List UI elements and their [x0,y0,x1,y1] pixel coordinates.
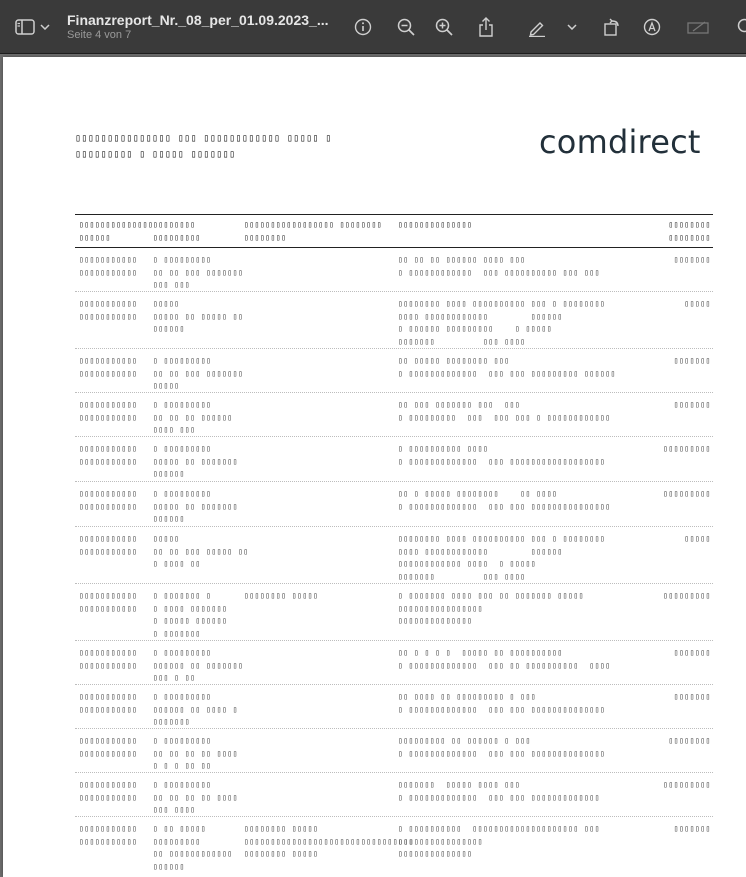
share-icon[interactable] [474,15,498,39]
description-cell: ▯▯ ▯ ▯▯▯▯▯ ▯▯▯▯▯▯▯▯ ▯▯ ▯▯▯▯ ▯ ▯▯▯▯▯▯▯▯▯▯▯▯▯ ▯▯▯ ▯▯▯ ▯▯▯▯▯▯▯▯▯▯▯▯▯▯▯ [398,488,611,513]
amount-cell: ▯▯▯▯▯▯▯ [674,691,711,704]
highlight-pen-icon[interactable] [525,15,549,39]
date-cell: ▯▯▯▯▯▯▯▯▯▯▯ ▯▯▯▯▯▯▯▯▯▯▯ [79,443,137,468]
type-cell: ▯ ▯▯▯▯▯▯▯▯▯ ▯▯ ▯▯ ▯▯▯ ▯▯▯▯▯▯▯ ▯▯▯ ▯▯▯ [153,254,243,292]
pdf-page [3,57,746,877]
type-cell: ▯ ▯▯▯▯▯▯▯▯▯ ▯▯▯▯▯▯ ▯▯ ▯▯▯▯ ▯ ▯▯▯▯▯▯▯ [153,691,238,729]
date-cell: ▯▯▯▯▯▯▯▯▯▯▯ ▯▯▯▯▯▯▯▯▯▯▯ [79,823,137,848]
table-row [75,292,713,349]
type-cell: ▯ ▯▯▯▯▯▯▯▯▯ ▯▯▯▯▯ ▯▯ ▯▯▯▯▯▯▯ ▯▯▯▯▯▯ [153,488,238,526]
toolbar [0,0,746,54]
date-cell: ▯▯▯▯▯▯▯▯▯▯▯ ▯▯▯▯▯▯▯▯▯▯▯ [79,298,137,323]
type-cell: ▯ ▯▯▯▯▯▯▯▯▯ ▯▯▯▯▯▯ ▯▯ ▯▯▯▯▯▯▯ ▯▯▯ ▯ ▯▯ [153,647,243,685]
description-cell: ▯▯▯▯▯▯▯▯ ▯▯▯▯ ▯▯▯▯▯▯▯▯▯▯ ▯▯▯ ▯ ▯▯▯▯▯▯▯▯ ▯▯▯▯ ▯▯▯▯▯▯▯▯▯▯▯▯ ▯▯▯▯▯▯ ▯ ▯▯▯▯▯▯ ▯▯▯▯▯▯▯▯▯ ▯ ▯▯▯▯▯ ▯▯▯▯▯▯▯ ▯▯▯ ▯▯▯▯ [398,298,605,348]
description-cell: ▯▯▯▯▯▯▯ ▯▯▯▯▯ ▯▯▯▯ ▯▯▯ ▯ ▯▯▯▯▯▯▯▯▯▯▯▯▯ ▯▯▯ ▯▯▯ ▯▯▯▯▯▯▯▯▯▯▯▯▯ [398,779,600,804]
type-cell: ▯▯▯▯▯ ▯▯▯▯▯ ▯▯ ▯▯▯▯▯ ▯▯ ▯▯▯▯▯▯ [153,298,243,336]
page-heading-line-1: ▯▯▯▯▯▯▯▯▯▯▯▯▯▯▯ ▯▯▯ ▯▯▯▯▯▯▯▯▯▯▯▯ ▯▯▯▯▯ ▯ [75,131,332,147]
description-cell: ▯▯ ▯▯▯▯ ▯▯ ▯▯▯▯▯▯▯▯▯ ▯ ▯▯▯ ▯ ▯▯▯▯▯▯▯▯▯▯▯▯▯ ▯▯▯ ▯▯▯ ▯▯▯▯▯▯▯▯▯▯▯▯▯▯ [398,691,605,716]
rotate-icon[interactable] [600,15,624,39]
amount-cell: ▯▯▯▯▯▯▯▯▯ [663,443,711,456]
date-cell: ▯▯▯▯▯▯▯▯▯▯▯ ▯▯▯▯▯▯▯▯▯▯▯ [79,533,137,558]
search-icon[interactable] [734,15,746,39]
date-cell: ▯▯▯▯▯▯▯▯▯▯▯ ▯▯▯▯▯▯▯▯▯▯▯ [79,399,137,424]
zoom-out-icon[interactable] [394,15,418,39]
description-cell: ▯▯ ▯▯ ▯▯ ▯▯▯▯▯▯ ▯▯▯▯ ▯▯▯ ▯ ▯▯▯▯▯▯▯▯▯▯▯▯ ▯▯▯ ▯▯▯▯▯▯▯▯▯▯ ▯▯▯ ▯▯▯ [398,254,600,279]
amount-cell: ▯▯▯▯▯ [684,298,711,311]
date-cell: ▯▯▯▯▯▯▯▯▯▯▯ ▯▯▯▯▯▯▯▯▯▯▯ [79,254,137,279]
sidebar-icon[interactable] [13,15,37,39]
table-row [75,817,713,873]
table-row [75,641,713,685]
table-row [75,527,713,584]
description-cell: ▯ ▯▯▯▯▯▯▯ ▯▯▯▯ ▯▯▯ ▯▯ ▯▯▯▯▯▯▯ ▯▯▯▯▯ ▯▯▯▯▯▯▯▯▯▯▯▯▯▯▯▯ ▯▯▯▯▯▯▯▯▯▯▯▯▯▯ [398,590,584,628]
type-cell: ▯▯▯▯▯ ▯▯ ▯▯ ▯▯▯ ▯▯▯▯▯ ▯▯ ▯ ▯▯▯▯ ▯▯ [153,533,249,571]
amount-cell: ▯▯▯▯▯▯▯ [674,399,711,412]
date-cell: ▯▯▯▯▯▯▯▯▯▯▯ ▯▯▯▯▯▯▯▯▯▯▯ [79,590,137,615]
type-cell: ▯ ▯▯▯▯▯▯▯▯▯ ▯▯ ▯▯ ▯▯ ▯▯ ▯▯▯▯ ▯ ▯ ▯ ▯▯ ▯▯ [153,735,238,773]
amount-cell: ▯▯▯▯▯▯▯▯▯ [663,590,711,603]
reference-cell: ▯▯▯▯▯▯▯▯ ▯▯▯▯▯ ▯▯▯▯▯▯▯▯▯▯▯▯▯▯▯▯▯▯▯▯▯▯▯▯▯▯▯▯▯▯▯▯ ▯▯▯▯▯▯▯▯ ▯▯▯▯▯ [244,823,414,861]
table-row [75,685,713,729]
type-cell: ▯ ▯▯▯▯▯▯▯ ▯ ▯ ▯▯▯▯ ▯▯▯▯▯▯▯ ▯ ▯▯▯▯▯ ▯▯▯▯▯▯ ▯ ▯▯▯▯▯▯▯ [153,590,227,640]
table-row [75,584,713,641]
chevron-down-icon[interactable] [564,15,580,39]
type-cell: ▯ ▯▯▯▯▯▯▯▯▯ ▯▯ ▯▯ ▯▯▯ ▯▯▯▯▯▯▯ ▯▯▯▯▯ [153,355,243,393]
table-row [75,393,713,437]
amount-cell: ▯▯▯▯▯▯▯ [674,647,711,660]
type-cell: ▯ ▯▯▯▯▯▯▯▯▯ ▯▯ ▯▯ ▯▯ ▯▯ ▯▯▯▯ ▯▯▯ ▯▯▯▯ [153,779,238,817]
type-cell: ▯ ▯▯ ▯▯▯▯▯ ▯▯▯▯▯▯▯▯▯ ▯▯ ▯▯▯▯▯▯▯▯▯▯▯▯ ▯▯▯▯▯▯ [153,823,233,873]
type-cell: ▯ ▯▯▯▯▯▯▯▯▯ ▯▯ ▯▯ ▯▯ ▯▯▯▯▯▯ ▯▯▯▯ ▯▯▯ [153,399,233,437]
description-cell: ▯ ▯▯▯▯▯▯▯▯▯▯ ▯▯▯▯▯▯▯▯▯▯▯▯▯▯▯▯▯▯▯▯ ▯▯▯ ▯▯▯▯▯▯▯▯▯▯▯▯▯▯▯▯ ▯▯▯▯▯▯▯▯▯▯▯▯▯▯ [398,823,600,861]
description-cell: ▯▯▯▯▯▯▯▯▯ ▯▯ ▯▯▯▯▯▯ ▯ ▯▯▯ ▯ ▯▯▯▯▯▯▯▯▯▯▯▯▯ ▯▯▯ ▯▯▯ ▯▯▯▯▯▯▯▯▯▯▯▯▯▯ [398,735,605,760]
header-cell: ▯▯▯▯▯▯▯▯▯▯▯▯▯▯ ▯▯▯▯▯▯ [79,219,153,244]
type-cell: ▯ ▯▯▯▯▯▯▯▯▯ ▯▯▯▯▯ ▯▯ ▯▯▯▯▯▯▯ ▯▯▯▯▯▯ [153,443,238,481]
table-row [75,482,713,527]
document-title: Finanzreport_Nr._08_per_01.09.2023_... [67,12,328,28]
table-row [75,729,713,773]
amount-cell: ▯▯▯▯▯ [684,533,711,546]
description-cell: ▯ ▯▯▯▯▯▯▯▯▯▯ ▯▯▯▯ ▯ ▯▯▯▯▯▯▯▯▯▯▯▯▯ ▯▯▯ ▯▯▯▯▯▯▯▯▯▯▯▯▯▯▯▯▯▯ [398,443,605,468]
description-cell: ▯▯ ▯▯▯▯▯ ▯▯▯▯▯▯▯▯ ▯▯▯ ▯ ▯▯▯▯▯▯▯▯▯▯▯▯▯ ▯▯▯ ▯▯▯ ▯▯▯▯▯▯▯▯▯ ▯▯▯▯▯▯ [398,355,616,380]
page-heading-line-2: ▯▯▯▯▯▯▯▯▯ ▯ ▯▯▯▯▯ ▯▯▯▯▯▯▯ [75,147,332,163]
date-cell: ▯▯▯▯▯▯▯▯▯▯▯ ▯▯▯▯▯▯▯▯▯▯▯ [79,488,137,513]
table-row [75,437,713,482]
amount-cell: ▯▯▯▯▯▯▯ [674,355,711,368]
form-icon[interactable] [686,15,710,39]
chevron-down-icon[interactable] [37,15,53,39]
date-cell: ▯▯▯▯▯▯▯▯▯▯▯ ▯▯▯▯▯▯▯▯▯▯▯ [79,735,137,760]
header-cell: ▯▯▯▯▯▯▯▯▯▯▯▯▯▯▯▯▯ ▯▯▯▯▯▯▯▯ ▯▯▯▯▯▯▯▯ [244,219,382,244]
amount-cell: ▯▯▯▯▯▯▯▯▯ [663,488,711,501]
description-cell: ▯▯ ▯▯▯ ▯▯▯▯▯▯▯ ▯▯▯ ▯▯▯ ▯ ▯▯▯▯▯▯▯▯▯ ▯▯▯ ▯▯▯ ▯▯▯ ▯ ▯▯▯▯▯▯▯▯▯▯▯▯ [398,399,611,424]
reference-cell: ▯▯▯▯▯▯▯▯ ▯▯▯▯▯ [244,590,318,603]
amount-cell: ▯▯▯▯▯▯▯▯ [668,735,711,748]
zoom-in-icon[interactable] [432,15,456,39]
table-row [75,248,713,292]
date-cell: ▯▯▯▯▯▯▯▯▯▯▯ ▯▯▯▯▯▯▯▯▯▯▯ [79,647,137,672]
page-indicator: Seite 4 von 7 [67,29,131,41]
date-cell: ▯▯▯▯▯▯▯▯▯▯▯ ▯▯▯▯▯▯▯▯▯▯▯ [79,691,137,716]
amount-cell: ▯▯▯▯▯▯▯▯▯ [663,779,711,792]
info-icon[interactable] [351,15,375,39]
header-cell: ▯▯▯▯▯▯▯▯ ▯▯▯▯▯▯▯▯ [668,219,711,244]
amount-cell: ▯▯▯▯▯▯▯ [674,823,711,836]
page-heading [75,131,332,163]
header-cell: ▯▯▯▯▯▯▯▯▯▯▯▯▯▯ [398,219,472,232]
table-row [75,773,713,817]
date-cell: ▯▯▯▯▯▯▯▯▯▯▯ ▯▯▯▯▯▯▯▯▯▯▯ [79,779,137,804]
amount-cell: ▯▯▯▯▯▯▯ [674,254,711,267]
comdirect-logo: comdirect [539,123,701,161]
table-header [75,214,713,248]
markup-icon[interactable] [640,15,664,39]
description-cell: ▯▯ ▯ ▯ ▯ ▯ ▯▯▯▯▯ ▯▯ ▯▯▯▯▯▯▯▯▯▯ ▯ ▯▯▯▯▯▯▯▯▯▯▯▯▯ ▯▯▯ ▯▯ ▯▯▯▯▯▯▯▯▯▯ ▯▯▯▯ [398,647,611,672]
transaction-table [75,214,713,873]
table-row [75,349,713,393]
date-cell: ▯▯▯▯▯▯▯▯▯▯▯ ▯▯▯▯▯▯▯▯▯▯▯ [79,355,137,380]
header-cell: ▯▯▯▯▯▯▯▯ ▯▯▯▯▯▯▯▯▯ [153,219,201,244]
description-cell: ▯▯▯▯▯▯▯▯ ▯▯▯▯ ▯▯▯▯▯▯▯▯▯▯ ▯▯▯ ▯ ▯▯▯▯▯▯▯▯ ▯▯▯▯ ▯▯▯▯▯▯▯▯▯▯▯▯ ▯▯▯▯▯▯ ▯▯▯▯▯▯▯▯▯▯▯▯ ▯▯▯▯ ▯ ▯▯▯▯▯ ▯▯▯▯▯▯▯ ▯▯▯ ▯▯▯▯ [398,533,605,583]
